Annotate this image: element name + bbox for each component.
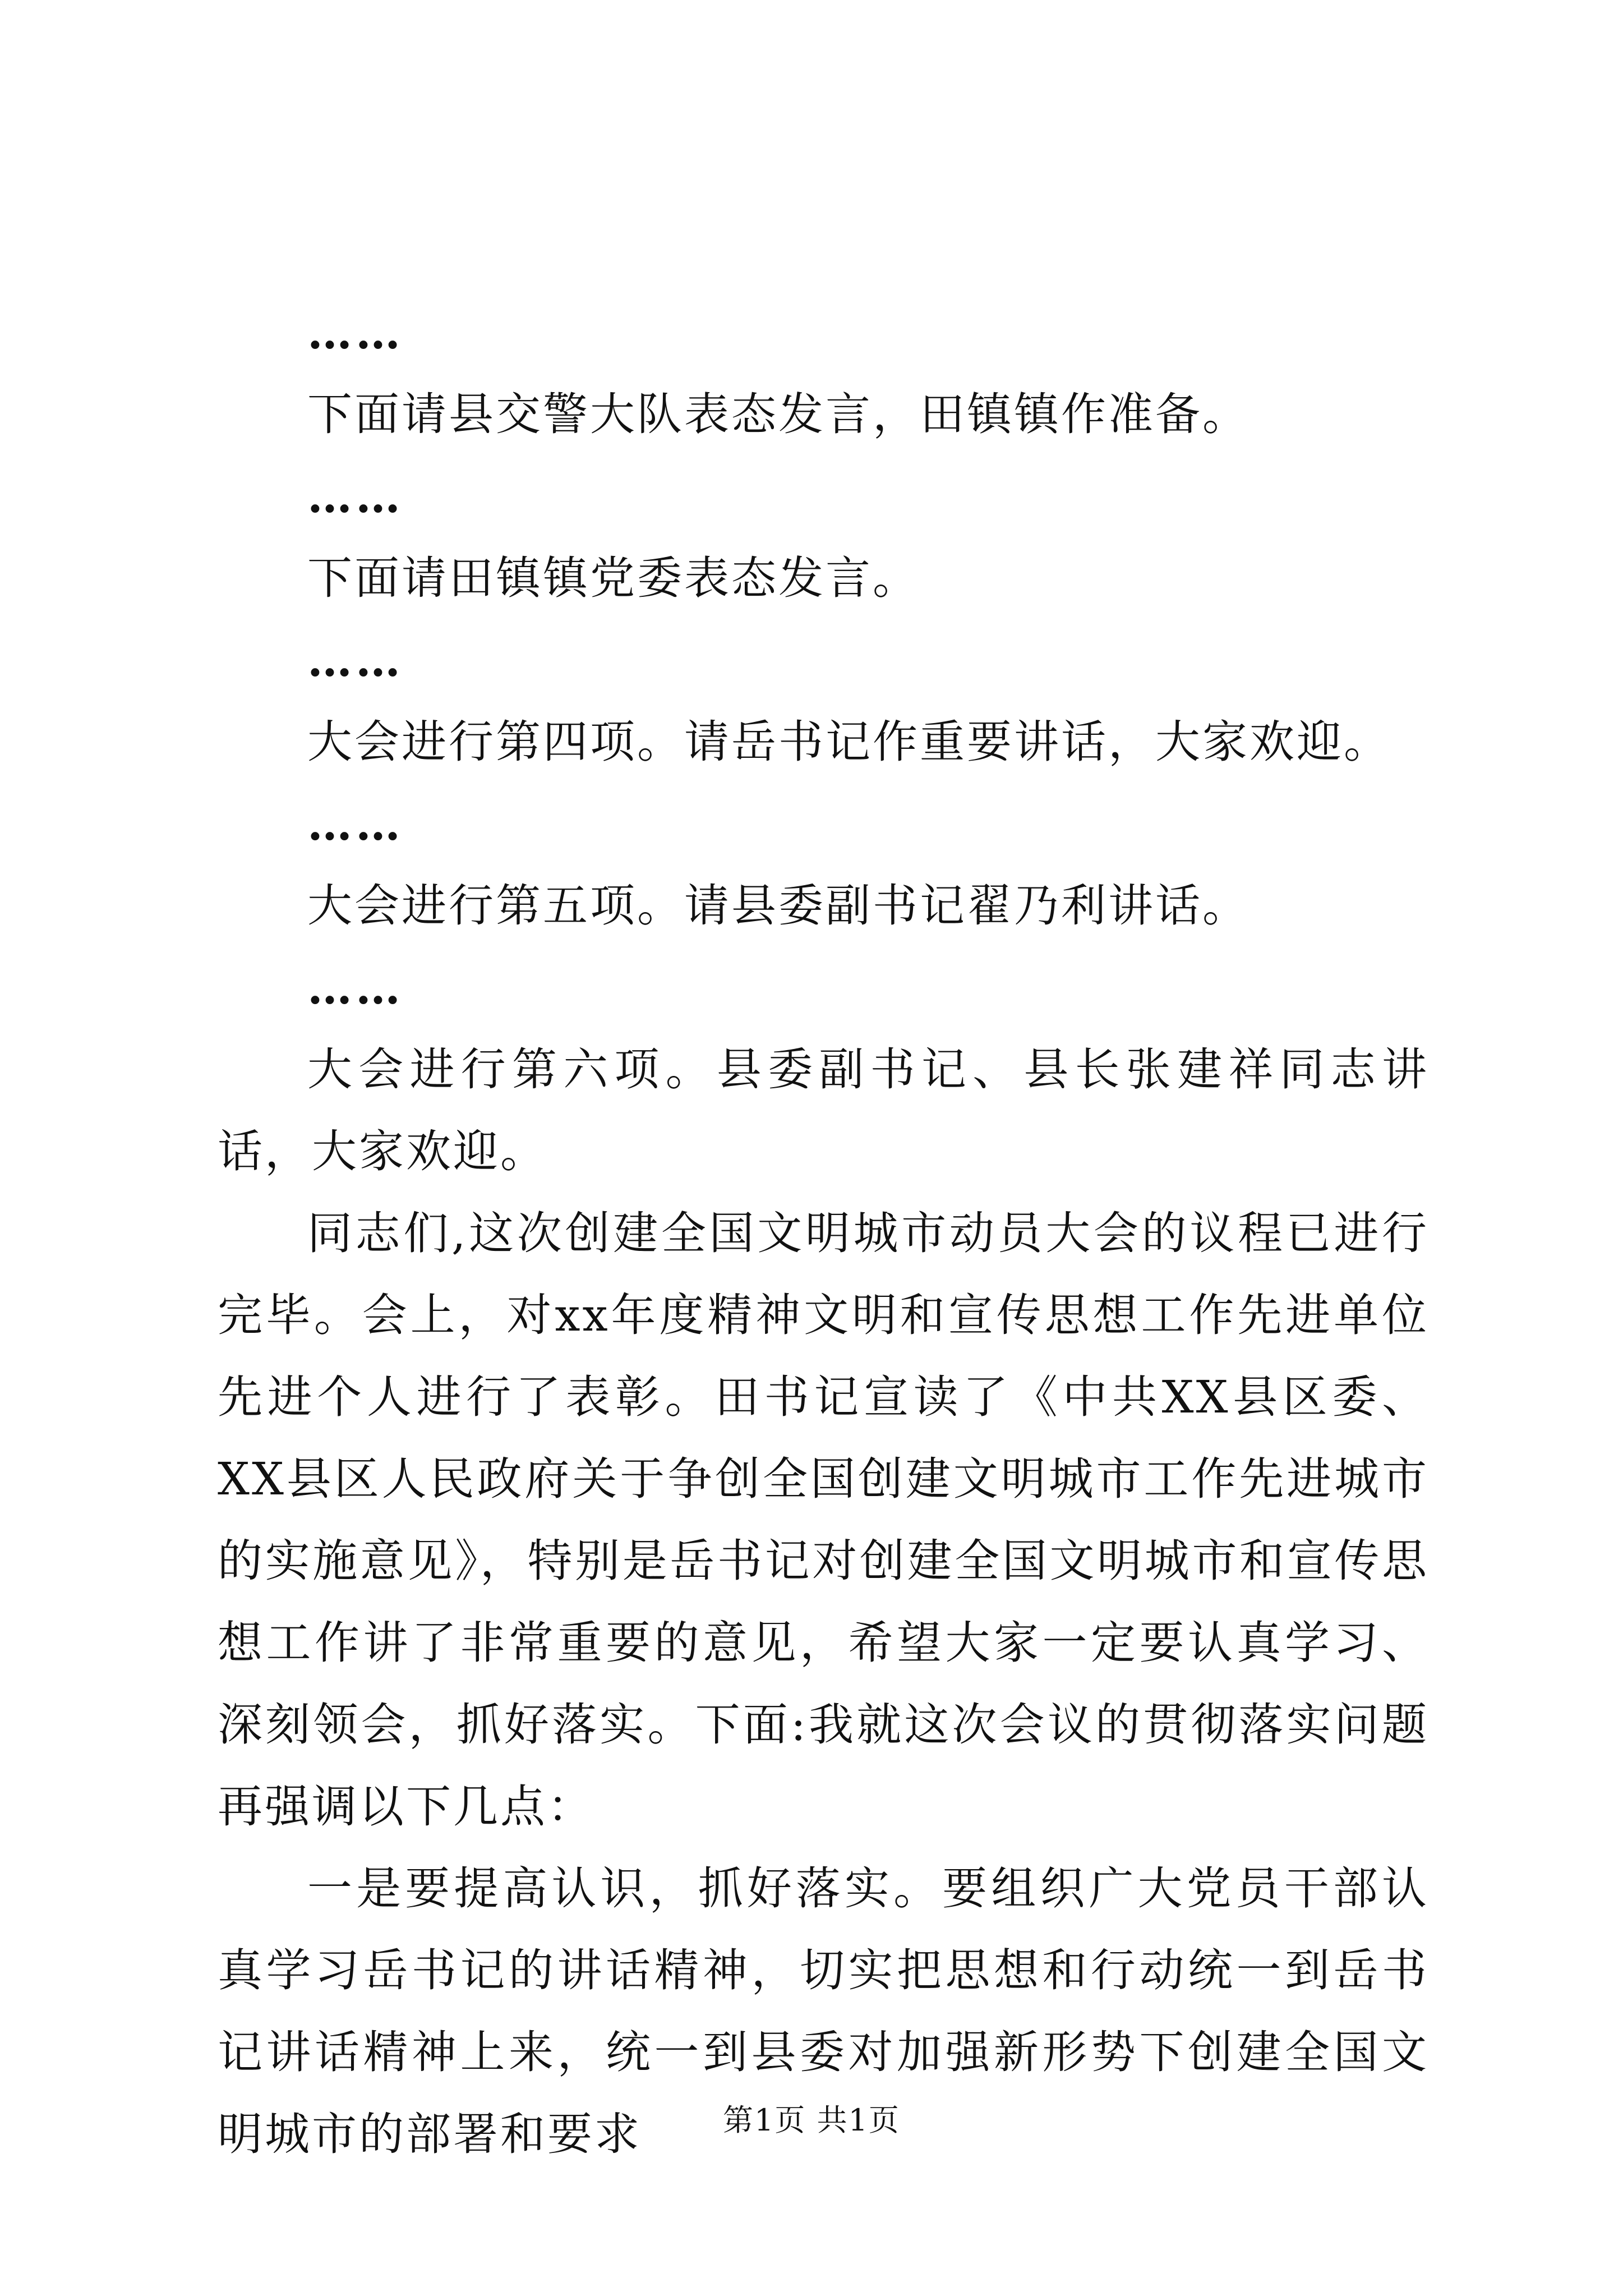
paragraph: 大会进行第四项。请岳书记作重要讲话，大家欢迎。: [307, 716, 1391, 768]
document-body: [218, 292, 1429, 2175]
paragraph: 下面请田镇镇党委表态发言。: [307, 552, 920, 604]
paragraph: 大会进行第六项。县委副书记、县长张建祥同志讲话，大家欢迎。: [218, 1043, 1429, 1177]
page-number-label: 第1页 共1页: [723, 2102, 900, 2138]
ellipsis-line: ……: [307, 634, 404, 687]
paragraph: 下面请县交警大队表态发言，田镇镇作准备。: [307, 388, 1249, 440]
paragraph: 大会进行第五项。请县委副书记翟乃利讲话。: [307, 880, 1249, 932]
page-footer: [0, 2101, 1623, 2140]
ellipsis-line: ……: [307, 306, 404, 359]
ellipsis-line: ……: [307, 961, 404, 1014]
ellipsis-line: ……: [307, 798, 404, 850]
paragraph: 一是要提高认识，抓好落实。要组织广大党员干部认真学习岳书记的讲话精神，切实把思想和行动统一到岳书记讲话精神上来，统一到县委对加强新形势下创建全国文明城市的部署和要求: [218, 1862, 1429, 2160]
paragraph: 同志们,这次创建全国文明城市动员大会的议程已进行完毕。会上，对xx年度精神文明和宣传思想工作先进单位先进个人进行了表彰。田书记宣读了《中共XX县区委、XX县区人民政府关于争创全国创建文明城市工作先进城市的实施意见》，特别是岳书记对创建全国文明城市和宣传思想工作讲了非常重要的意见，希望大家一定要认真学习、深刻领会，抓好落实。下面:我就这次会议的贯彻落实问题再强调以下几点：: [218, 1207, 1429, 1833]
ellipsis-line: ……: [307, 470, 404, 523]
